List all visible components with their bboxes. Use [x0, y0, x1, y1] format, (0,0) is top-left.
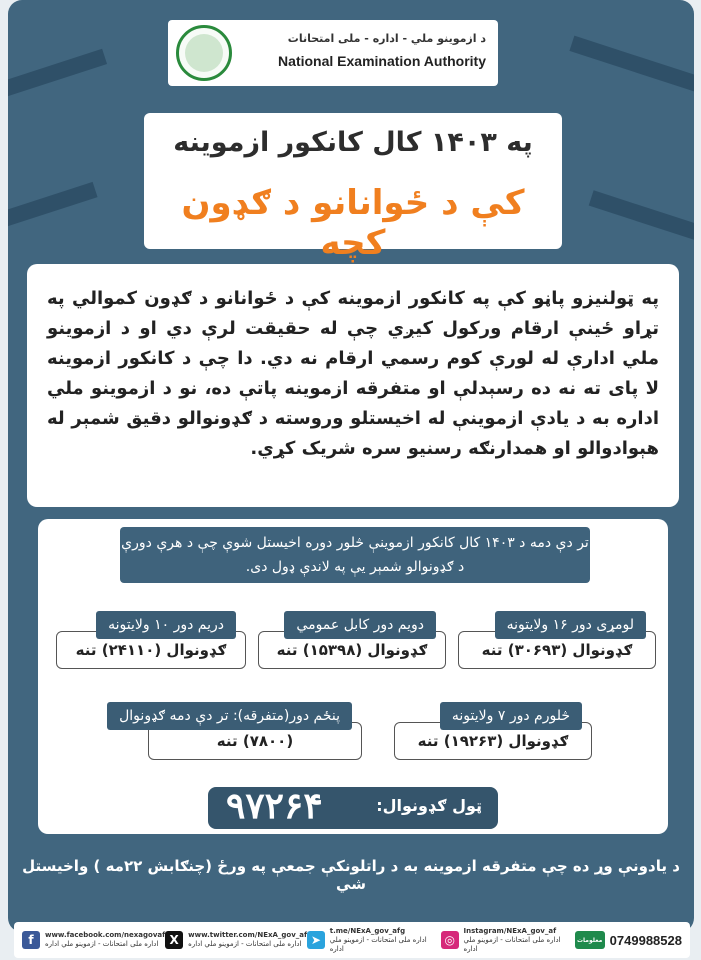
stats-intro: تر دې دمه د ۱۴۰۳ کال کانکور ازموینې څلور دوره اخیستل شوې چې د هرې دورې د ګډونوالو شمېر یې په لاندې ډول دی.	[120, 527, 590, 583]
social-handle: Instagram/NExA_gov_af	[463, 926, 557, 935]
social-handle: www.twitter.com/NExA_gov_af	[188, 931, 308, 939]
social-handle: t.me/NExA_gov_afg	[329, 926, 406, 935]
round-card-5	[119, 702, 362, 772]
x-icon: X	[165, 931, 183, 949]
round-label: دریم دور ۱۰ ولایتونه	[96, 611, 236, 639]
org-name-pashto: د ازموینو ملي - اداره - ملی امتحانات	[287, 32, 486, 45]
social-caption: اداره ملی امتحانات - ازموینو ملي اداره	[188, 940, 302, 948]
intro-panel	[27, 264, 679, 507]
social-handle: www.facebook.com/nexagovaf	[45, 931, 166, 939]
total-label: ټول ګډونوال:	[376, 796, 482, 815]
round-label: دویم دور کابل عمومي	[284, 611, 436, 639]
round-value: ګډونوال (۱۵۳۹۸) تنه	[258, 631, 446, 669]
facebook-icon: f	[22, 931, 40, 949]
round-label: پنځم دور(متفرقه): تر دې دمه ګډونوال	[107, 702, 352, 730]
social-caption: اداره ملی امتحانات - ازموینو ملي اداره	[329, 935, 427, 953]
phone-number: 0749988528	[609, 932, 682, 948]
round-card-2	[258, 611, 446, 681]
poster-frame	[8, 0, 694, 932]
decor-stripe	[8, 49, 107, 107]
round-value: ګډونوال (۱۹۲۶۳) تنه	[394, 722, 592, 760]
social-caption: اداره ملی امتحانات - ازموینو ملي اداره	[463, 935, 561, 953]
round-card-1	[458, 611, 656, 681]
total-badge	[208, 787, 498, 829]
title-panel	[144, 113, 562, 263]
telegram-icon: ➤	[307, 931, 325, 949]
header	[168, 20, 498, 86]
intro-paragraph: په ټولنیزو پاڼو کې په کانکور ازموینه کې د ځوانانو د ګډون کموالي په تړاو ځینې ارقام ورکول کیږي چې له حقیقت لرې دي او د ازموینو ملي ادارې له لورې کوم رسمي ارقام نه دي. دا چې د کانکور ازموینه لا پای ته نه ده رسېدلې او متفرقه ازموینه پاتې ده، نو د ازموینو ملي اداره به د یادې ازموینې له اخیستلو وروسته د ګډونوالو دقیق شمېر له هېوادوالو او همدارنګه رسنیو سره شریک کړي.	[47, 288, 659, 459]
footer-note: د یادونې وړ ده چې متفرقه ازموینه به د راتلونکې جمعې په ورځ (چنګابش ۲۲مه ) واخیستل شي	[22, 857, 680, 893]
info-icon: معلومات	[575, 931, 605, 949]
stats-panel	[38, 519, 668, 834]
social-instagram[interactable]	[441, 927, 575, 954]
social-facebook[interactable]	[22, 931, 165, 949]
round-value: (۷۸۰۰) تنه	[148, 722, 362, 760]
instagram-icon: ◎	[441, 931, 459, 949]
decor-stripe	[589, 190, 694, 245]
decor-stripe	[569, 36, 694, 101]
page-subtitle: کې د ځوانانو د ګډون کچه	[181, 183, 525, 263]
round-card-4	[394, 702, 592, 772]
total-value: ۹۷۲۶۴	[226, 785, 323, 826]
round-label: لومړی دور ۱۶ ولایتونه	[495, 611, 646, 639]
social-bar	[14, 922, 690, 958]
round-value: ګډونوال (۳۰۶۹۳) تنه	[458, 631, 656, 669]
decor-stripe	[8, 182, 98, 234]
round-value: ګډونوال (۲۴۱۱۰) تنه	[56, 631, 246, 669]
round-label: څلورم دور ۷ ولایتونه	[440, 702, 582, 730]
org-name-english: National Examination Authority	[278, 53, 486, 69]
social-telegram[interactable]	[307, 927, 441, 954]
social-info[interactable]	[575, 931, 682, 949]
round-card-3	[56, 611, 246, 681]
social-caption: اداره ملی امتحانات - ازموینو ملي اداره	[45, 940, 159, 948]
social-x[interactable]	[165, 931, 307, 949]
page-title: په ۱۴۰۳ کال کانکور ازموینه	[173, 127, 533, 158]
nexa-logo-icon	[176, 25, 232, 81]
